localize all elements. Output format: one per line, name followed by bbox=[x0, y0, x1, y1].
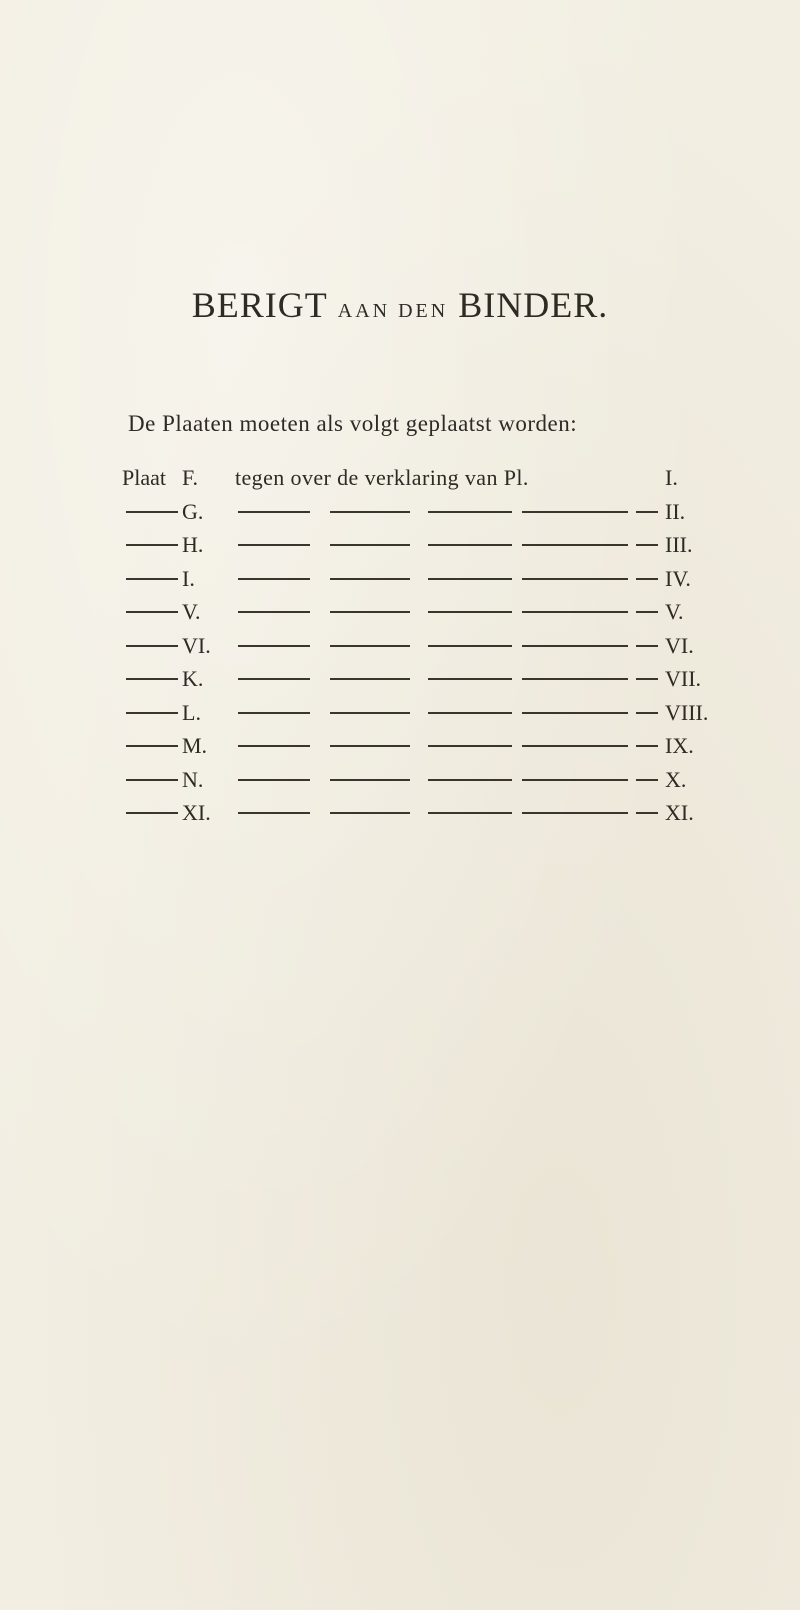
ditto-dash bbox=[428, 712, 512, 714]
ditto-dash bbox=[330, 578, 410, 580]
plate-row bbox=[0, 664, 800, 694]
plate-row bbox=[0, 597, 800, 627]
plate-number: V. bbox=[665, 599, 684, 624]
intro-text: De Plaaten moeten als volgt geplaatst worden: bbox=[128, 411, 578, 436]
plate-letter: G. bbox=[182, 498, 204, 524]
plate-number: II. bbox=[665, 498, 686, 524]
leader-dash bbox=[126, 812, 178, 814]
ditto-dash bbox=[238, 678, 310, 680]
ditto-dash bbox=[330, 745, 410, 747]
ditto-dash bbox=[238, 511, 310, 513]
ditto-dash bbox=[428, 511, 512, 513]
ditto-dash bbox=[238, 745, 310, 747]
title-part-bergt: BERIGT bbox=[191, 285, 328, 325]
title-part-binder: BINDER. bbox=[458, 285, 609, 325]
plate-number: XI. bbox=[665, 800, 694, 825]
ditto-dash bbox=[330, 712, 410, 714]
leader-dash bbox=[126, 578, 178, 580]
plate-row bbox=[0, 564, 800, 594]
ditto-dash bbox=[238, 578, 310, 580]
ditto-dash bbox=[636, 511, 658, 513]
ditto-dash bbox=[330, 779, 410, 781]
leader-dash bbox=[126, 678, 178, 680]
ditto-dash bbox=[330, 678, 410, 680]
plate-row bbox=[0, 731, 800, 761]
title-part-aan-den: AAN DEN bbox=[337, 300, 449, 322]
plate-number: VI. bbox=[665, 632, 694, 658]
plate-letter: N. bbox=[182, 766, 204, 792]
leader-dash bbox=[126, 779, 178, 781]
plate-row-first bbox=[0, 463, 800, 493]
ditto-dash bbox=[238, 812, 310, 814]
ditto-dash bbox=[522, 779, 628, 781]
ditto-dash bbox=[238, 712, 310, 714]
plate-letter: H. bbox=[182, 532, 204, 557]
leader-dash bbox=[126, 611, 178, 613]
ditto-dash bbox=[522, 611, 628, 613]
ditto-dash bbox=[428, 779, 512, 781]
ditto-dash bbox=[330, 511, 410, 513]
ditto-dash bbox=[238, 544, 310, 546]
ditto-dash bbox=[428, 544, 512, 546]
leader-dash bbox=[126, 544, 178, 546]
ditto-dash bbox=[522, 511, 628, 513]
ditto-dash bbox=[636, 745, 658, 747]
leader-dash bbox=[126, 511, 178, 513]
ditto-dash bbox=[330, 544, 410, 546]
ditto-dash bbox=[522, 645, 628, 647]
ditto-dash bbox=[636, 611, 658, 613]
ditto-dash bbox=[428, 578, 512, 580]
ditto-dash bbox=[428, 611, 512, 613]
plate-number: IV. bbox=[665, 565, 691, 591]
plate-number: VIII. bbox=[665, 699, 709, 725]
ditto-dash bbox=[636, 544, 658, 546]
ditto-dash bbox=[636, 712, 658, 714]
ditto-dash bbox=[636, 645, 658, 647]
ditto-dash bbox=[330, 645, 410, 647]
plate-letter: M. bbox=[182, 733, 208, 758]
ditto-dash bbox=[330, 611, 410, 613]
ditto-dash bbox=[522, 544, 628, 546]
leader-dash bbox=[126, 745, 178, 747]
plate-number: III. bbox=[665, 532, 693, 557]
plate-letter: L. bbox=[182, 699, 201, 725]
plate-row bbox=[0, 698, 800, 728]
plate-row bbox=[0, 631, 800, 661]
plate-letter: V. bbox=[182, 599, 201, 624]
ditto-dash bbox=[522, 812, 628, 814]
ditto-dash bbox=[636, 779, 658, 781]
ditto-dash bbox=[330, 812, 410, 814]
ditto-dash bbox=[522, 678, 628, 680]
ditto-dash bbox=[428, 645, 512, 647]
plate-number: X. bbox=[665, 766, 687, 792]
plate-row bbox=[0, 530, 800, 560]
ditto-dash bbox=[238, 611, 310, 613]
ditto-dash bbox=[238, 779, 310, 781]
ditto-dash bbox=[428, 745, 512, 747]
plate-letter: I. bbox=[182, 565, 195, 591]
plate-number: IX. bbox=[665, 733, 694, 758]
placement-phrase: tegen over de verklaring van Pl. bbox=[235, 465, 529, 490]
ditto-dash bbox=[428, 812, 512, 814]
leader-dash bbox=[126, 712, 178, 714]
plate-letter: F. bbox=[182, 465, 198, 490]
ditto-dash bbox=[522, 578, 628, 580]
page-title bbox=[0, 283, 800, 333]
plaat-label: Plaat bbox=[122, 465, 166, 490]
plate-number: VII. bbox=[665, 666, 702, 691]
ditto-dash bbox=[428, 678, 512, 680]
ditto-dash bbox=[636, 578, 658, 580]
plate-number: I. bbox=[665, 465, 678, 490]
ditto-dash bbox=[636, 812, 658, 814]
leader-dash bbox=[126, 645, 178, 647]
plate-row bbox=[0, 497, 800, 527]
ditto-dash bbox=[522, 712, 628, 714]
ditto-dash bbox=[522, 745, 628, 747]
plate-row bbox=[0, 765, 800, 795]
plate-letter: VI. bbox=[182, 632, 211, 658]
plate-letter: K. bbox=[182, 666, 204, 691]
ditto-dash bbox=[636, 678, 658, 680]
ditto-dash bbox=[238, 645, 310, 647]
plate-letter: XI. bbox=[182, 800, 211, 825]
plate-row bbox=[0, 798, 800, 828]
